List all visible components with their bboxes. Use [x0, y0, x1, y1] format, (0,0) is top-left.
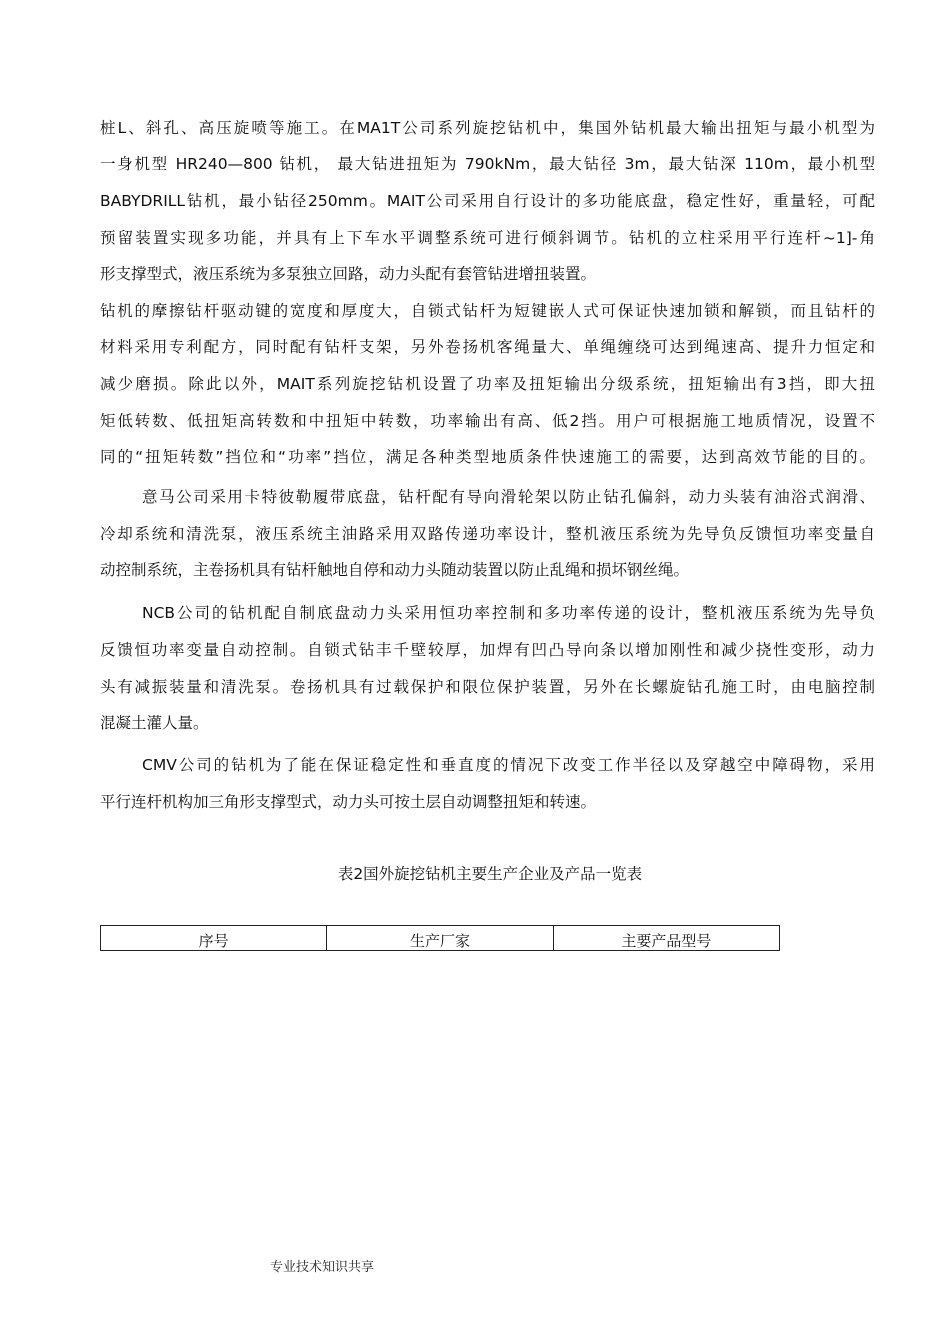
text-line: 同的“扭矩转数”挡位和“功率”挡位，满足各种类型地质条件快速施工的需要，达到高效节能的目的。 — [100, 448, 875, 466]
text-line: BABYDRILL钻机，最小钻径250mm。MAIT公司采用自行设计的多功能底盘，稳定性好，重量轻，可配 — [100, 192, 875, 210]
text-line: 减少磨损。除此以外，MAIT系列旋挖钻机设置了功率及扭矩输出分级系统，扭矩输出有3挡，即大扭 — [100, 375, 875, 393]
text-line: 反馈恒功率变量自动控制。自锁式钻丰千壁较厚，加焊有凹凸导向条以增加刚性和减少挠性变形，动力 — [100, 641, 875, 659]
text-line: 矩低转数、低扭矩高转数和中扭矩中转数，功率输出有高、低2挡。用户可根据施工地质情况，设置不 — [100, 412, 875, 430]
table-header-row — [101, 926, 780, 951]
text-line: 一身机型 HR240—800 钻机， 最大钻进扭矩为 790kNm，最大钻径 3m，最大钻深 110m，最小机型 — [100, 155, 875, 173]
text-line: 钻机的摩擦钻杆驱动键的宽度和厚度大，自锁式钻杆为短键嵌人式可保证快速加锁和解锁，而且钻杆的 — [100, 302, 875, 320]
text-line: NCB公司的钻机配自制底盘动力头采用恒功率控制和多功率传递的设计，整机液压系统为先导负 — [142, 604, 875, 622]
text-line: 平行连杆机构加三角形支撑型式，动力头可按土层自动调整扭矩和转速。 — [100, 793, 597, 811]
text-line: 意马公司采用卡特彼勒履带底盘，钻杆配有导向滑轮架以防止钻孔偏斜，动力头装有油浴式润滑、 — [142, 488, 875, 506]
table-header-cell: 主要产品型号 — [553, 926, 779, 951]
table-caption: 表2国外旋挖钻机主要生产企业及产品一览表 — [337, 865, 643, 883]
text-line: 冷却系统和清洗泵，液压系统主油路采用双路传递功率设计，整机液压系统为先导负反馈恒功率变量自 — [100, 525, 875, 543]
text-line: CMV公司的钻机为了能在保证稳定性和垂直度的情况下改变工作半径以及穿越空中障碍物，采用 — [142, 756, 875, 774]
page-footer: 专业技术知识共享 — [270, 1260, 375, 1275]
text-line: 动控制系统，主卷扬机具有钻杆触地自停和动力头随动装置以防止乱绳和损坏钢丝绳。 — [100, 561, 690, 579]
text-line: 混凝土灌人量。 — [100, 714, 209, 732]
text-line: 形支撑型式，液压系统为多泵独立回路，动力头配有套管钻进增扭装置。 — [100, 265, 597, 283]
text-line: 桩L、斜孔、高压旋喷等施工。在MA1T公司系列旋挖钻机中，集国外钻机最大输出扭矩与最小机型为 — [100, 119, 875, 137]
text-line: 预留装置实现多功能，并具有上下车水平调整系统可进行倾斜调节。钻机的立柱采用平行连杆~1]-角 — [100, 229, 875, 247]
text-line: 头有减振装量和清洗泵。卷扬机具有过载保护和限位保护装置，另外在长螺旋钻孔施工时，由电脑控制 — [100, 678, 875, 696]
text-line: 材料采用专利配方，同时配有钻杆支架，另外卷扬机客绳量大、单绳缠绕可达到绳速高、提升力恒定和 — [100, 338, 875, 356]
table-header-cell: 序号 — [101, 926, 327, 951]
table-header-cell: 生产厂家 — [327, 926, 553, 951]
manufacturers-table — [100, 925, 780, 951]
